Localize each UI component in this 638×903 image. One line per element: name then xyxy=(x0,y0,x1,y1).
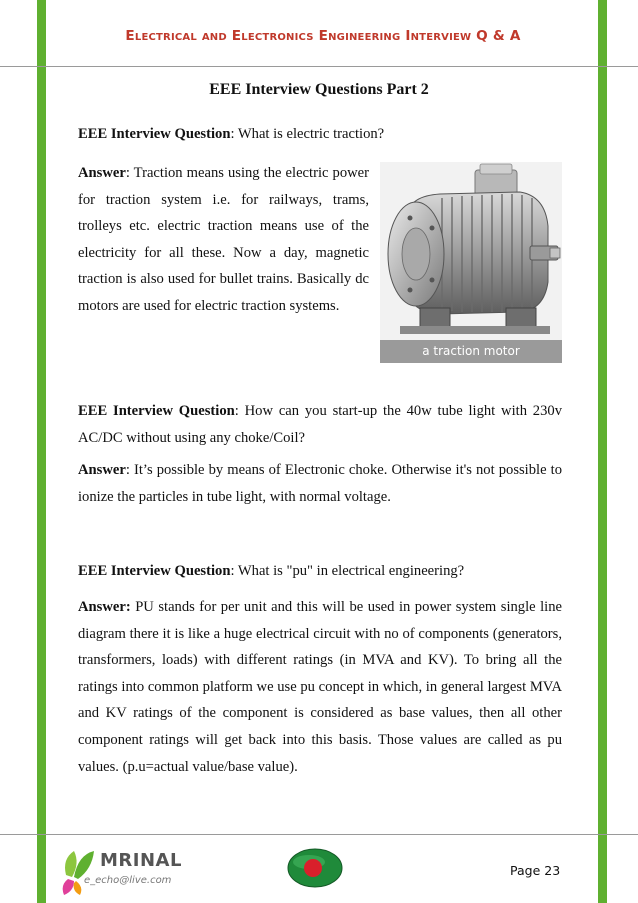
traction-motor-illustration xyxy=(380,162,562,340)
question-2-text: : How can you start-up the 40w tube light with 230v AC/DC without using any choke/Coil? xyxy=(78,403,562,446)
brand-name: MRINAL xyxy=(100,850,182,871)
answer-2-label: Answer xyxy=(78,462,126,478)
figure-caption: a traction motor xyxy=(380,340,562,363)
question-3 xyxy=(78,558,562,585)
question-2-label: EEE Interview Question xyxy=(78,403,235,419)
brand-email: e_echo@live.com xyxy=(84,875,172,886)
answer-3-text: PU stands for per unit and this will be used in power system single line diagram there it is like a huge electrical circuit with no of components (generators, transformers, loads) with different ratings (in MVA and KV). To bring all the ratings into common platform we use pu concept in which, in general largest MVA and KV ratings of the component is considered as base values, then all other component ratings will get back into this basis. Those values are called as pu values. (p.u=actual value/base value). xyxy=(78,599,562,775)
page-number: Page 23 xyxy=(510,863,561,878)
answer-1 xyxy=(78,160,369,320)
question-2 xyxy=(78,398,562,451)
page-title: EEE Interview Questions Part 2 xyxy=(209,81,429,98)
header-rule xyxy=(0,66,638,67)
flag-emblem xyxy=(287,848,343,888)
right-border-bar xyxy=(598,0,607,903)
question-3-label: EEE Interview Question xyxy=(78,563,231,579)
answer-3-label: Answer: xyxy=(78,599,131,615)
answer-3 xyxy=(78,594,562,780)
question-1 xyxy=(78,121,562,148)
answer-2-text: : It’s possible by means of Electronic choke. Otherwise it's not possible to ionize the particles in tube light, with normal voltage. xyxy=(78,462,562,505)
answer-2 xyxy=(78,457,562,510)
footer-rule xyxy=(0,834,638,835)
answer-1-text: : Traction means using the electric power for traction system i.e. for railways, trams, trolleys etc. electric traction means use of the electricity for all these. Now a day, magnetic traction is also used for bullet trains. Basically dc motors are used for electric traction systems. xyxy=(78,165,369,314)
answer-1-label: Answer xyxy=(78,165,126,181)
traction-motor-figure xyxy=(380,162,562,363)
question-1-text: : What is electric traction? xyxy=(230,126,385,142)
left-border-bar xyxy=(37,0,46,903)
question-1-label: EEE Interview Question xyxy=(78,126,231,142)
running-header: Electrical and Electronics Engineering Interview Q & A xyxy=(125,28,521,44)
question-3-text: : What is "pu" in electrical engineering? xyxy=(230,563,465,579)
